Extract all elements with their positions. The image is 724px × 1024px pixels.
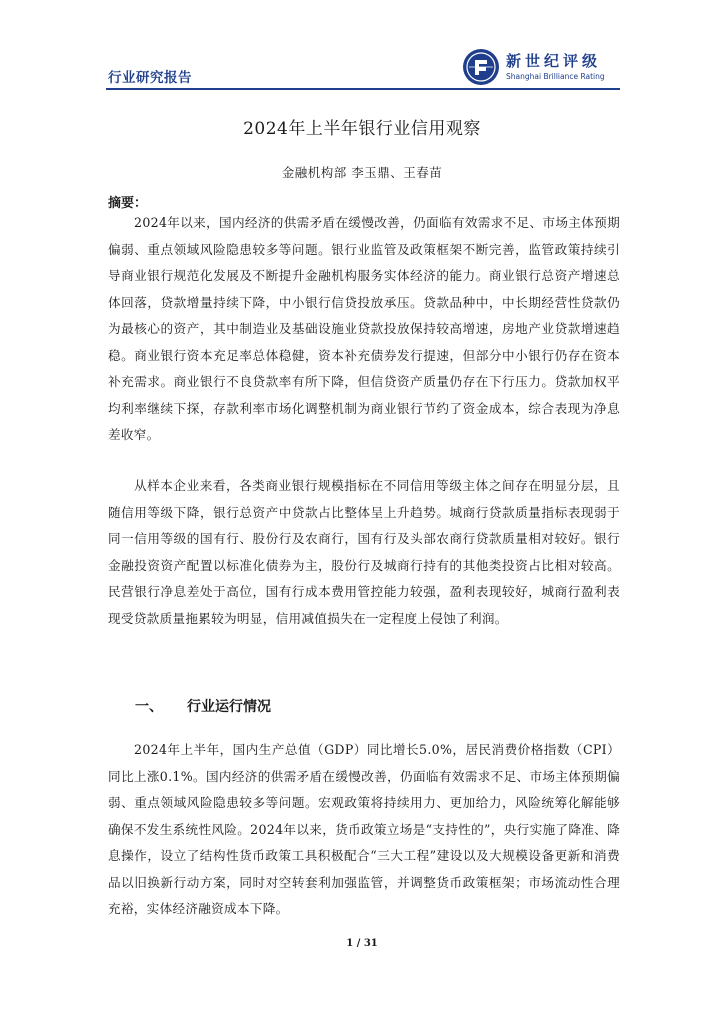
section-title: 行业运行情况 — [187, 699, 271, 715]
brand-emblem-icon — [462, 48, 500, 86]
abstract-paragraph: 2024年以来，国内经济的供需矛盾在缓慢改善，仍面临有效需求不足、市场主体预期偏弱、重点领域风险隐患较多等问题。银行业监管及政策框架不断完善，监管政策持续引导商业银行规范化发展及不断提升金融机构服务实体经济的能力。商业银行总资产增速总体回落，贷款增量持续下降，中小银行信贷投放承压。贷款品种中，中长期经营性贷款仍为最核心的资产，其中制造业及基础设施业贷款投放保持较高增速，房地产业贷款增速趋稳。商业银行资本充足率总体稳健，资本补充债券发行提速，但部分中小银行仍存在资本补充需求。商业银行不良贷款率有所下降，但信贷资产质量仍存在下行压力。贷款加权平均利率继续下探，存款利率市场化调整机制为商业银行节约了资金成本，综合表现为净息差收窄。 — [108, 215, 620, 442]
header-label: 行业研究报告 — [108, 70, 192, 86]
section-number: 一、 — [135, 699, 163, 715]
body-paragraph: 2024年上半年，国内生产总值（GDP）同比增长5.0%，居民消费价格指数（CPI）同比上涨0.1%。国内经济的供需矛盾在缓慢改善，仍面临有效需求不足、市场主体预期偏弱、重点领域风险隐患较多等问题。宏观政策将持续用力、更加给力，风险统筹化解能够确保不发生系统性风险。2024年以来，货币政策立场是“支持性的”，央行实施了降准、降息操作，设立了结构性货币政策工具积极配合“三大工程”建设以及大规模设备更新和消费品以旧换新行动方案，同时对空转套利加强监管，并调整货币政策框架；市场流动性合理充裕，实体经济融资成本下降。 — [108, 742, 620, 916]
abstract-paragraph: 从样本企业来看，各类商业银行规模指标在不同信用等级主体之间存在明显分层，且随信用等级下降，银行总资产中贷款占比整体呈上升趋势。城商行贷款质量指标表现弱于同一信用等级的国有行、股份行及农商行，国有行及头部农商行贷款质量相对较好。银行金融投资资产配置以标准化债券为主，股份行及城商行持有的其他类投资占比相对较高。民营银行净息差处于高位，国有行成本费用管控能力较强，盈利表现较好，城商行盈利表现受贷款质量拖累较为明显，信用减值损失在一定程度上侵蚀了利润。 — [108, 478, 620, 626]
report-authors: 金融机构部 李玉鼎、王春苗 — [281, 165, 443, 180]
header-divider — [106, 88, 620, 90]
brand-name-cn: 新世纪评级 — [506, 52, 602, 70]
page-number: 1 / 31 — [346, 938, 378, 949]
brand-name-en: Shanghai Brilliance Rating — [506, 72, 605, 81]
brand-logo — [462, 46, 622, 88]
report-title: 2024年上半年银行业信用观察 — [243, 119, 481, 139]
section-heading — [135, 696, 271, 716]
abstract-label: 摘要： — [108, 196, 148, 211]
